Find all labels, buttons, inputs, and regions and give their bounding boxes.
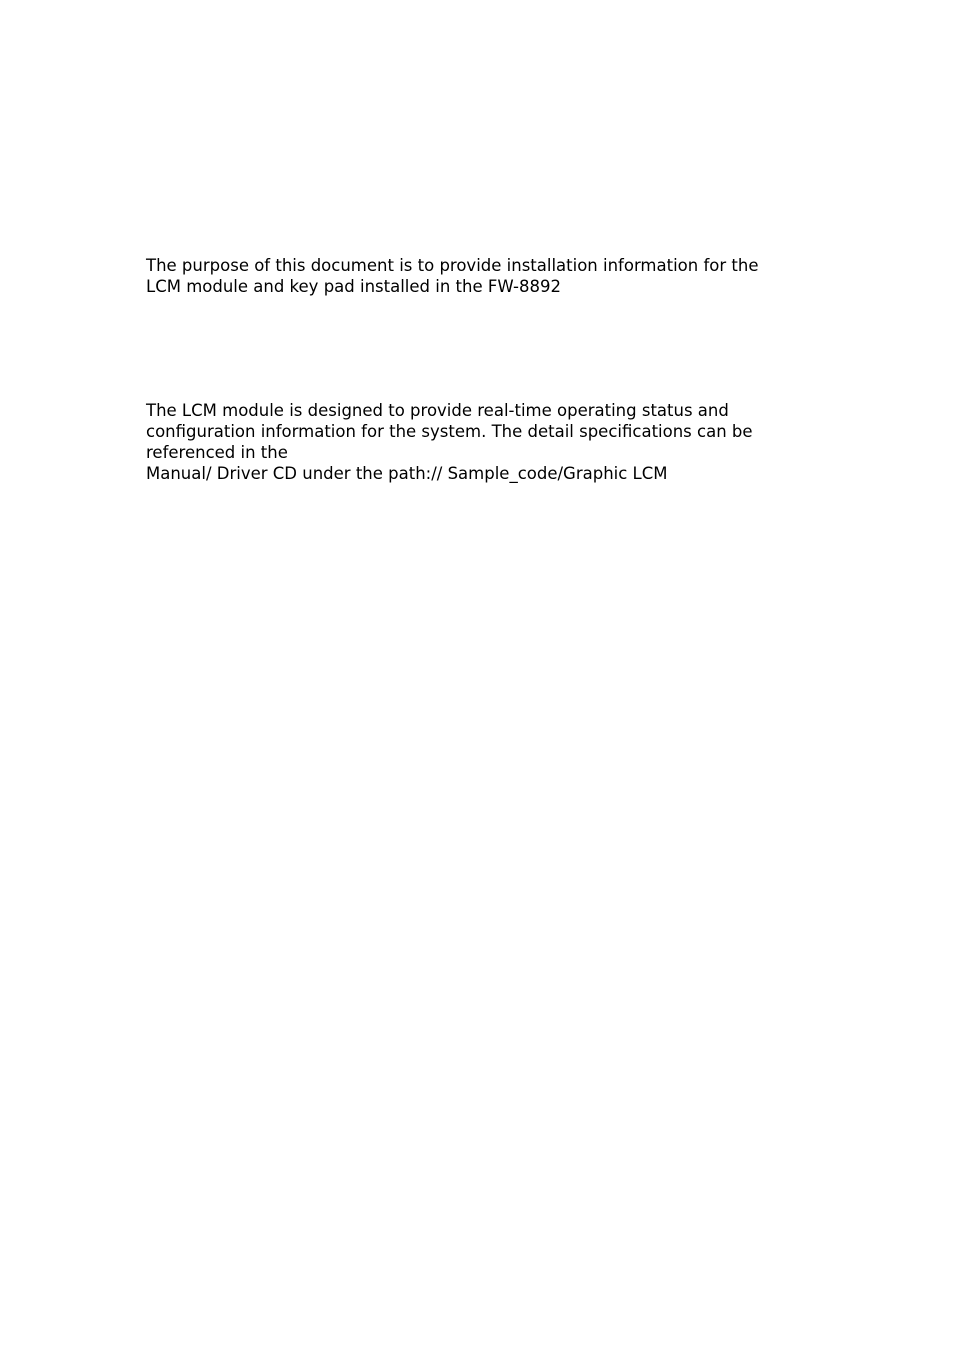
lcm-description-paragraph: [146, 400, 836, 484]
paragraph-line: LCM module and key pad installed in the FW-8892: [146, 277, 561, 296]
paragraph-line: Manual/ Driver CD under the path:// Sample_code/Graphic LCM: [146, 464, 668, 483]
paragraph-line: referenced in the: [146, 443, 288, 462]
paragraph-line: The LCM module is designed to provide real-time operating status and: [146, 401, 729, 420]
paragraph-line: The purpose of this document is to provide installation information for the: [146, 256, 759, 275]
paragraph-line: configuration information for the system. The detail specifications can be: [146, 422, 753, 441]
purpose-paragraph: [146, 255, 836, 297]
